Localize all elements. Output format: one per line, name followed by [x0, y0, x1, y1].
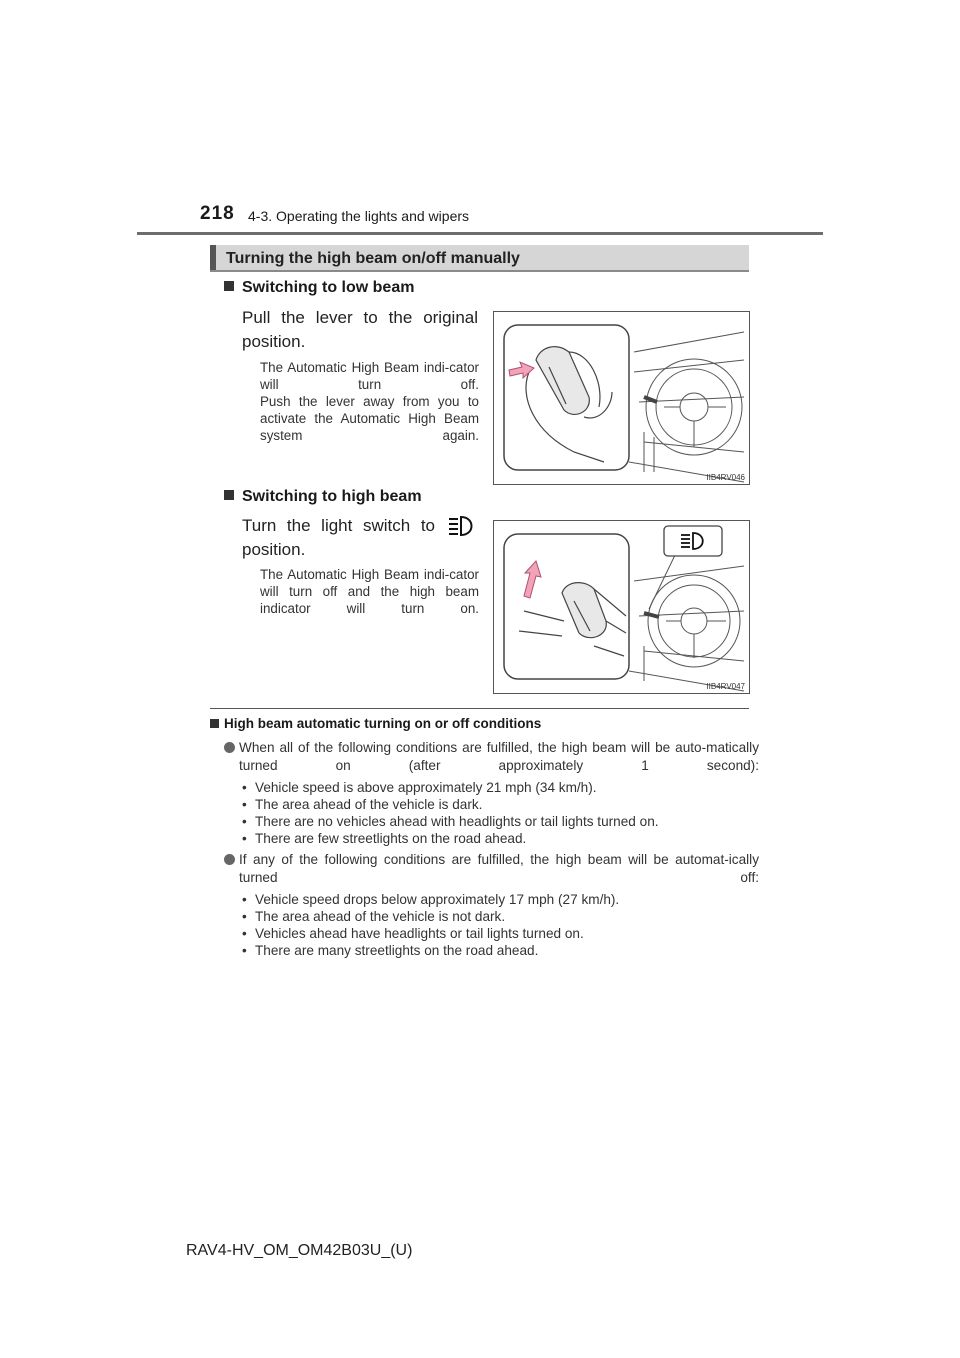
- low-beam-title: Switching to low beam: [242, 279, 415, 296]
- low-beam-figure: [493, 311, 750, 485]
- page-number: 218: [200, 203, 235, 224]
- conditions-off-text: If any of the following conditions are fulfilled, the high beam will be automat-ically turned off:: [239, 852, 759, 885]
- high-beam-symbol: [447, 515, 477, 537]
- low-beam-note-1: The Automatic High Beam indi-cator will turn off.: [260, 360, 479, 392]
- figure-id: IIB4RV047: [706, 682, 745, 691]
- section-divider: [210, 708, 749, 709]
- list-item: • There are few streetlights on the road ahead.: [242, 830, 752, 847]
- low-beam-subheading: [224, 279, 414, 297]
- high-beam-instruction-post: position.: [242, 540, 306, 559]
- conditions-on-list: [242, 779, 752, 847]
- heading-text: Turning the high beam on/off manually: [226, 250, 520, 267]
- conditions-title: High beam automatic turning on or off conditions: [224, 716, 542, 731]
- high-beam-note: The Automatic High Beam indi-cator will turn off and the high beam indicator will turn on.: [260, 567, 479, 616]
- lever-pull-illustration: [494, 312, 749, 484]
- list-item: • There are many streetlights on the road ahead.: [242, 942, 752, 959]
- low-beam-note-2: Push the lever away from you to activate the Automatic High Beam system again.: [260, 394, 479, 443]
- conditions-on: [224, 739, 764, 779]
- section-title: 4-3. Operating the lights and wipers: [248, 208, 470, 224]
- document-code: RAV4-HV_OM_OM42B03U_(U): [186, 1242, 413, 1259]
- list-item: • Vehicle speed drops below approximately 17 mph (27 km/h).: [242, 891, 752, 908]
- circle-bullet-icon: [224, 742, 235, 753]
- list-item: • The area ahead of the vehicle is not dark.: [242, 908, 752, 925]
- lever-push-illustration: [494, 521, 749, 693]
- circle-bullet-icon: [224, 854, 235, 865]
- list-item: • Vehicle speed is above approximately 21 mph (34 km/h).: [242, 779, 752, 796]
- list-item: • There are no vehicles ahead with headlights or tail lights turned on.: [242, 813, 752, 830]
- conditions-off: [224, 851, 764, 891]
- high-beam-figure: [493, 520, 750, 694]
- heading-marker: [210, 245, 216, 270]
- high-beam-subheading: [224, 488, 422, 506]
- section-heading: [210, 245, 749, 272]
- conditions-off-list: [242, 891, 752, 959]
- high-beam-title: Switching to high beam: [242, 488, 422, 505]
- square-bullet-icon: [224, 490, 234, 500]
- figure-id: IIB4RV046: [706, 473, 745, 482]
- list-item: • Vehicles ahead have headlights or tail lights turned on.: [242, 925, 752, 942]
- conditions-heading: [210, 716, 541, 731]
- low-beam-instruction: Pull the lever to the original position.: [242, 308, 478, 351]
- square-bullet-icon: [210, 719, 219, 728]
- list-item: • The area ahead of the vehicle is dark.: [242, 796, 752, 813]
- high-beam-icon: [447, 515, 477, 537]
- header-rule: [137, 232, 823, 235]
- high-beam-instruction-pre: Turn the light switch to: [242, 516, 435, 535]
- square-bullet-icon: [224, 281, 234, 291]
- conditions-on-text: When all of the following conditions are fulfilled, the high beam will be auto-matically turned on (after approximately 1 second):: [239, 740, 759, 773]
